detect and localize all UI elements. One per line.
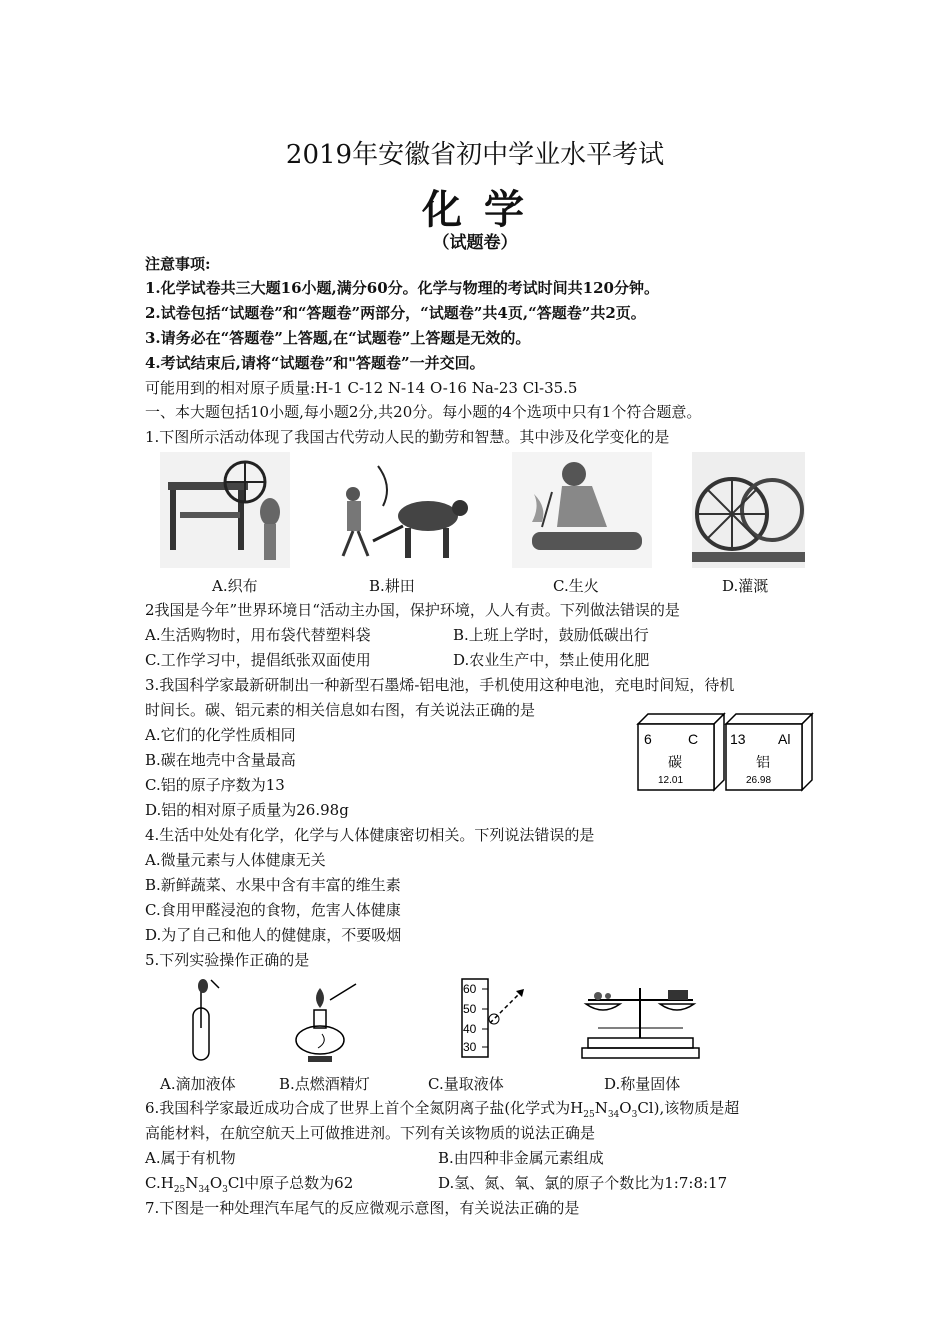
note-item: 4.考试结束后,请将“试题卷”和"答题卷”一并交回。 (145, 354, 485, 372)
q4-option: B.新鲜蔬菜、水果中含有丰富的维生素 (145, 876, 401, 894)
balance-scale-image (578, 978, 703, 1062)
q3-stem: 时间长。碳、铝元素的相关信息如右图，有关说法正确的是 (145, 701, 536, 719)
q4-option: D.为了自己和他人的健健康，不要吸烟 (145, 926, 402, 944)
carbon-number: 6 (644, 731, 652, 747)
q2-option: A.生活购物时，用布袋代替塑料袋 (145, 626, 371, 644)
q4-stem: 4.生活中处处有化学，化学与人体健康密切相关。下列说法错误的是 (145, 826, 595, 844)
q1-option: C.生火 (553, 577, 599, 595)
cylinder-tick: 60 (463, 982, 477, 996)
q7-stem: 7.下图是一种处理汽车尾气的反应微观示意图，有关说法正确的是 (145, 1199, 580, 1217)
q4-option: A.微量元素与人体健康无关 (145, 851, 326, 869)
q2-option: C.工作学习中，提倡纸张双面使用 (145, 651, 371, 669)
cylinder-tick: 40 (463, 1022, 477, 1036)
q3-option: D.铝的相对原子质量为26.98g (145, 801, 349, 819)
q5-stem: 5.下列实验操作正确的是 (145, 951, 310, 969)
q4-option: C.食用甲醛浸泡的食物，危害人体健康 (145, 901, 401, 919)
aluminum-element-card (724, 712, 814, 792)
q5-option: A.滴加液体 (160, 1075, 236, 1093)
cylinder-tick: 50 (463, 1002, 477, 1016)
q1-stem: 1.下图所示活动体现了我国古代劳动人民的勤劳和智慧。其中涉及化学变化的是 (145, 428, 670, 446)
q1-option: B.耕田 (369, 577, 415, 595)
q6-stem: 6.我国科学家最近成功合成了世界上首个全氮阴离子盐(化学式为$H_{25}N_{34}O_3Cl$),该物质是超 (145, 1099, 740, 1120)
section-intro: 一、本大题包括10小题,每小题2分,共20分。每小题的4个选项中只有1个符合题意。 (145, 403, 702, 421)
note-item: 3.请务必在“答题卷”上答题,在“试题卷”上答题是无效的。 (145, 329, 531, 347)
subject-title: 化 学 (422, 186, 528, 233)
dropper-test-tube-image (185, 978, 225, 1064)
carbon-symbol: C (688, 731, 699, 747)
q5-option: D.称量固体 (604, 1075, 681, 1093)
q3-stem: 3.我国科学家最新研制出一种新型石墨烯-铝电池，手机使用这种电池，充电时间短，待机 (145, 676, 735, 694)
graduated-cylinder-image (452, 975, 532, 1059)
q1-option: A.织布 (212, 577, 258, 595)
q6-stem-line2: 高能材料，在航空航天上可做推进剂。下列有关该物质的说法正确是 (145, 1124, 596, 1142)
note-item: 2.试卷包括“试题卷”和“答题卷”两部分，“试题卷”共4页,“答题卷”共2页。 (145, 304, 646, 322)
q1-option: D.灌溉 (722, 577, 769, 595)
q3-option: B.碳在地壳中含量最高 (145, 751, 296, 769)
carbon-mass: 12.01 (658, 775, 684, 786)
q2-option: B.上班上学时，鼓励低碳出行 (453, 626, 649, 644)
q6-option: D.氢、氮、氧、氯的原子个数比为1:7:8:17 (438, 1174, 728, 1192)
irrigation-wheel-image (692, 452, 805, 568)
aluminum-name: 铝 (756, 754, 770, 770)
q5-option: B.点燃酒精灯 (279, 1075, 370, 1093)
atomic-mass-line: 可能用到的相对原子质量:H-1 C-12 N-14 O-16 Na-23 Cl-35.5 (145, 379, 578, 397)
carbon-name: 碳 (668, 754, 682, 770)
q5-option: C.量取液体 (428, 1075, 504, 1093)
carbon-element-card (636, 712, 726, 792)
exam-title: 2019年安徽省初中学业水平考试 (285, 140, 665, 170)
cylinder-tick: 30 (463, 1040, 477, 1054)
q6-option: A.属于有机物 (145, 1149, 236, 1167)
q3-option: C.铝的原子序数为13 (145, 776, 285, 794)
paper-type: （试题卷） (432, 233, 518, 253)
q6-option: $C.H_{25}N_{34}O_3Cl$中原子总数为62 (145, 1174, 354, 1195)
aluminum-number: 13 (730, 731, 746, 747)
making-fire-image (512, 452, 652, 568)
aluminum-symbol: Al (778, 731, 791, 747)
plowing-ox-image (323, 456, 473, 568)
q2-stem: 2我国是今年”世界环境日“活动主办国，保护环境，人人有责。下列做法错误的是 (145, 601, 680, 619)
weaving-loom-image (160, 452, 290, 568)
alcohol-lamp-image (290, 980, 360, 1064)
note-item: 1.化学试卷共三大题16小题,满分60分。化学与物理的考试时间共120分钟。 (145, 279, 659, 297)
q6-option: B.由四种非金属元素组成 (438, 1149, 604, 1167)
q3-option: A.它们的化学性质相同 (145, 726, 296, 744)
notes-heading: 注意事项: (145, 255, 211, 273)
aluminum-mass: 26.98 (746, 775, 772, 786)
q2-option: D.农业生产中，禁止使用化肥 (453, 651, 650, 669)
